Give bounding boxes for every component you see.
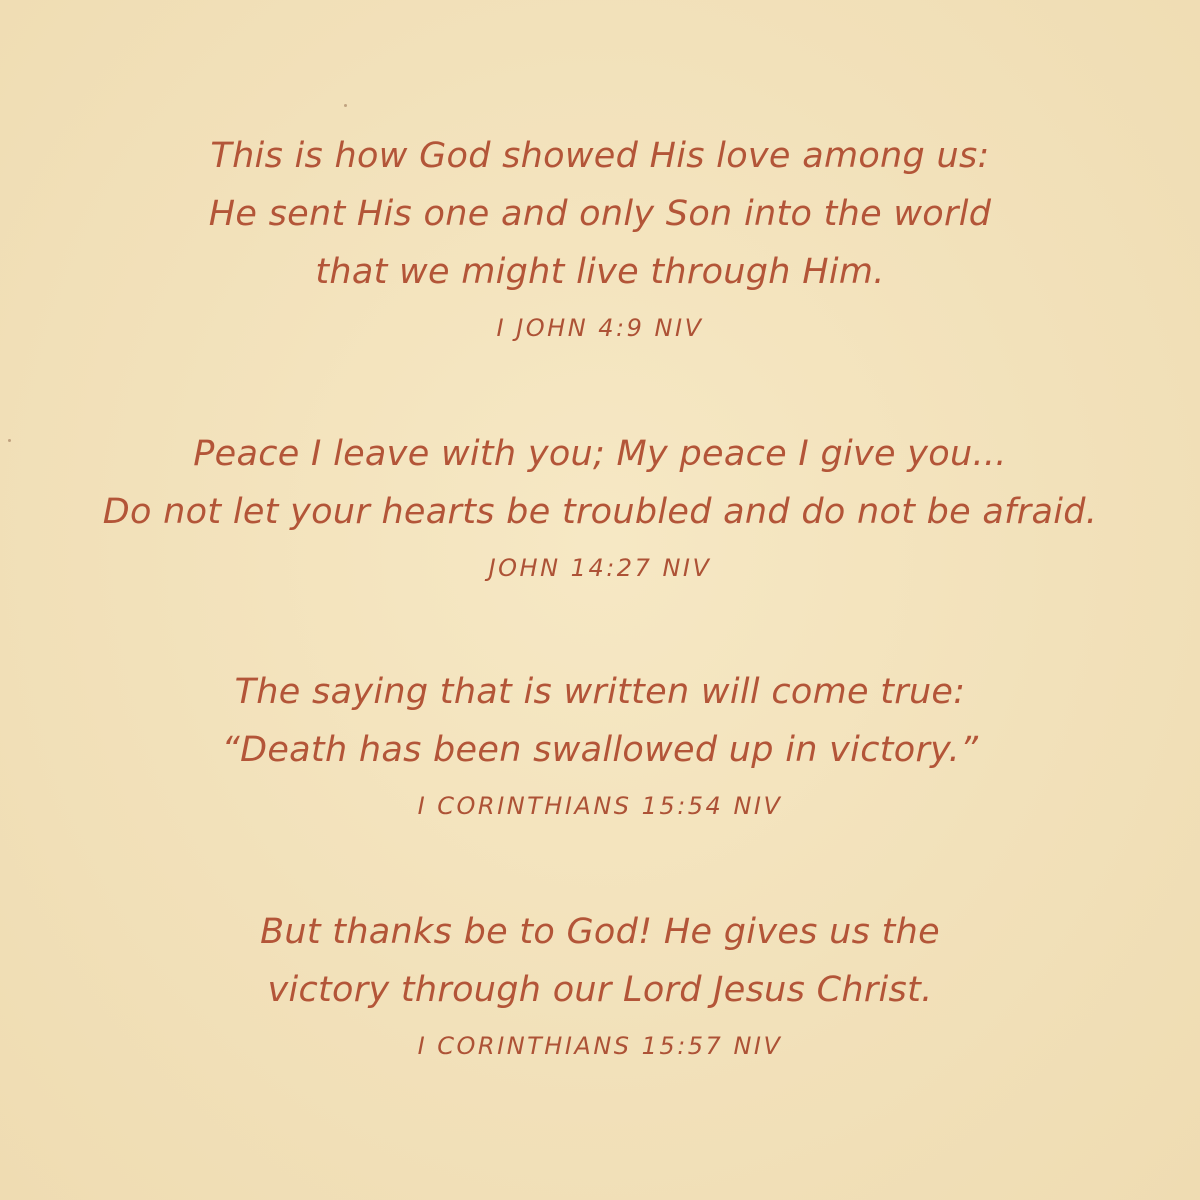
- paper-speck: [344, 104, 347, 107]
- verse-line: But thanks be to God! He gives us the: [260, 912, 940, 952]
- verse-block: [0, 425, 1200, 583]
- verse-line: This is how God showed His love among us:: [210, 136, 990, 176]
- verse-line: that we might live through Him.: [315, 252, 885, 292]
- verse-reference: JOHN 14:27 NIV: [488, 554, 712, 582]
- verse-block: [0, 903, 1200, 1061]
- verse-reference: I CORINTHIANS 15:54 NIV: [417, 792, 783, 820]
- verse-line: Do not let your hearts be troubled and do not be afraid.: [102, 492, 1098, 532]
- verse-reference: I JOHN 4:9 NIV: [496, 314, 704, 342]
- verse-block: [0, 663, 1200, 821]
- verse-line: The saying that is written will come true:: [234, 672, 966, 712]
- verse-line: He sent His one and only Son into the world: [208, 194, 992, 234]
- verse-block: [0, 127, 1200, 343]
- verse-line: Peace I leave with you; My peace I give you...: [193, 434, 1007, 474]
- verse-line: victory through our Lord Jesus Christ.: [267, 970, 933, 1010]
- verse-line: “Death has been swallowed up in victory.”: [221, 730, 979, 770]
- verse-reference: I CORINTHIANS 15:57 NIV: [417, 1032, 783, 1060]
